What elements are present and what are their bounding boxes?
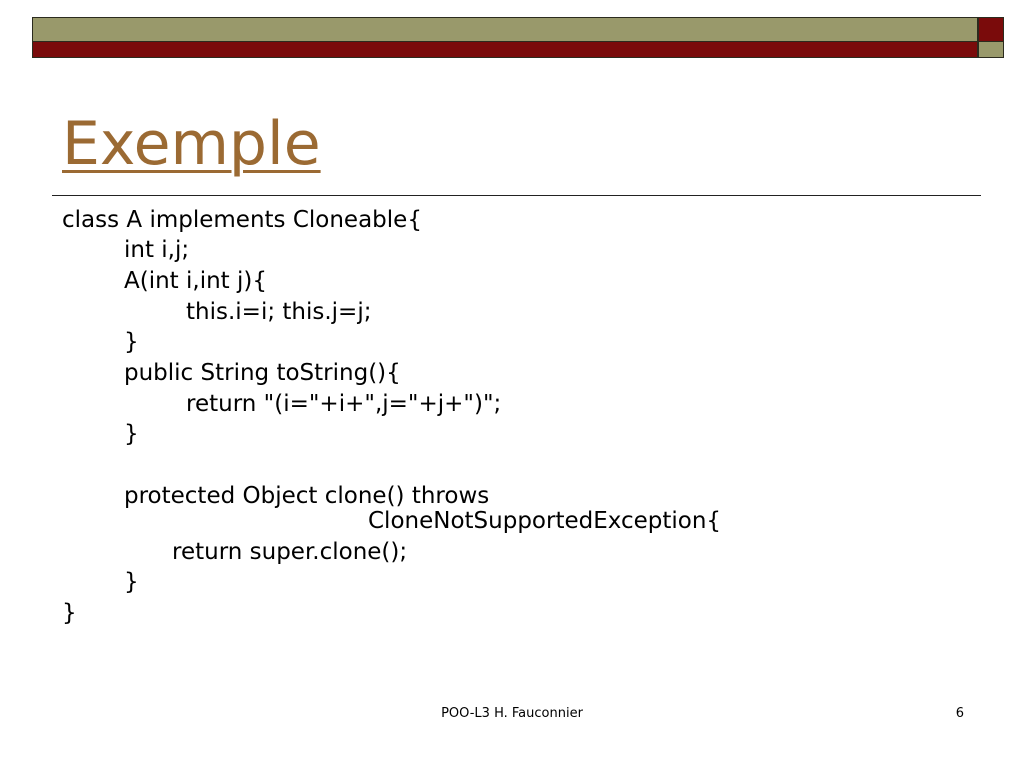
slide-title: Exemple — [62, 109, 321, 179]
header-band-red — [32, 42, 978, 58]
code-line: public String toString(){ — [124, 360, 401, 386]
code-line: this.i=i; this.j=j; — [186, 299, 372, 325]
header-square-red — [978, 17, 1004, 42]
header-square-olive — [978, 42, 1004, 58]
code-line: A(int i,int j){ — [124, 268, 267, 294]
code-line: } — [124, 329, 139, 355]
page-number: 6 — [955, 706, 964, 721]
code-line: } — [124, 421, 139, 447]
code-line: CloneNotSupportedException{ — [368, 508, 722, 534]
code-line: } — [62, 600, 77, 626]
code-line: class A implements Cloneable{ — [62, 207, 422, 233]
code-line: return super.clone(); — [172, 539, 408, 565]
footer-text: POO-L3 H. Fauconnier — [441, 706, 583, 721]
code-line: return "(i="+i+",j="+j+")"; — [186, 391, 502, 417]
code-block — [62, 205, 962, 645]
header-band-olive — [32, 17, 978, 42]
code-line: int i,j; — [124, 237, 190, 263]
code-line: } — [124, 569, 139, 595]
title-divider — [52, 195, 981, 196]
code-line: protected Object clone() throws — [124, 483, 490, 509]
